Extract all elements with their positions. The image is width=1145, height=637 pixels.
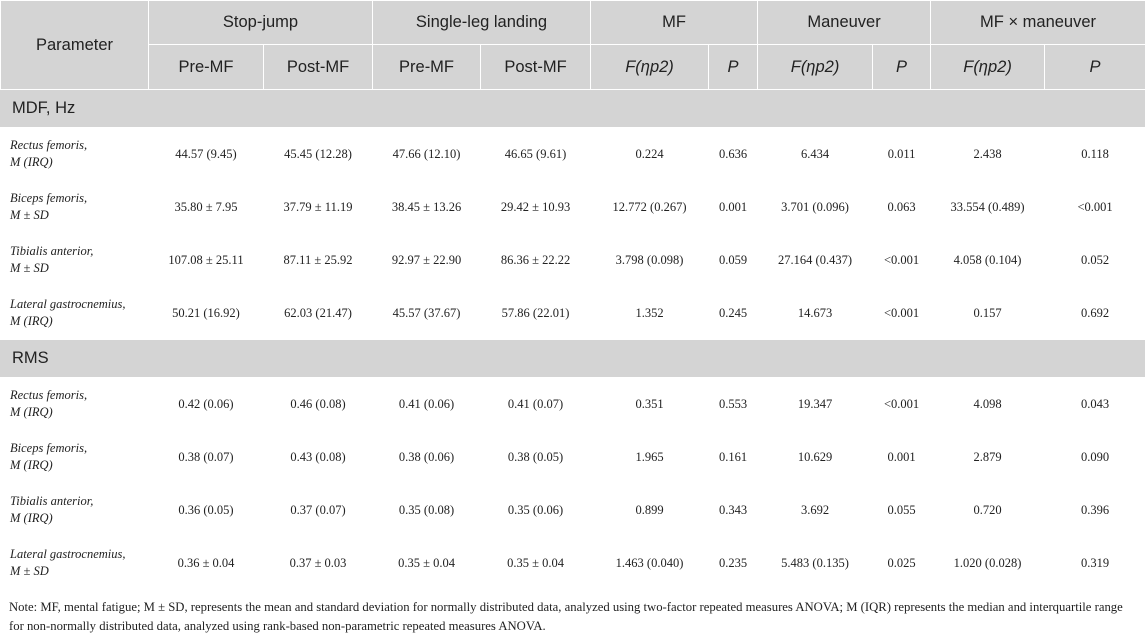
- header-pre-mf: Pre-MF: [149, 45, 264, 90]
- muscle-name: Rectus femoris,: [10, 138, 88, 152]
- table-cell: 1.965: [591, 431, 709, 484]
- table-cell: 0.37 (0.07): [264, 484, 373, 537]
- table-cell: 0.38 (0.07): [149, 431, 264, 484]
- table-cell: 107.08 ± 25.11: [149, 234, 264, 287]
- muscle-name: Biceps femoris,: [10, 191, 88, 205]
- table-cell: 0.235: [709, 537, 758, 590]
- table-cell: 35.80 ± 7.95: [149, 181, 264, 234]
- table-cell: 0.35 (0.06): [481, 484, 591, 537]
- table-cell: 0.118: [1045, 128, 1145, 181]
- table-cell: 0.396: [1045, 484, 1145, 537]
- table-cell: 5.483 (0.135): [758, 537, 873, 590]
- table-row: [1, 287, 1145, 340]
- table-cell: 0.41 (0.07): [481, 378, 591, 431]
- table-cell: 0.001: [709, 181, 758, 234]
- table-cell: 87.11 ± 25.92: [264, 234, 373, 287]
- header-post-mf: Post-MF: [481, 45, 591, 90]
- header-parameter: Parameter: [1, 1, 149, 90]
- table-cell: 10.629: [758, 431, 873, 484]
- table-cell: 44.57 (9.45): [149, 128, 264, 181]
- muscle-label: [1, 128, 149, 181]
- muscle-name: Lateral gastrocnemius,: [10, 547, 126, 561]
- table-cell: 0.063: [873, 181, 931, 234]
- section-title: RMS: [1, 340, 1145, 378]
- table-cell: 0.090: [1045, 431, 1145, 484]
- table-cell: 0.46 (0.08): [264, 378, 373, 431]
- table-cell: 4.098: [931, 378, 1045, 431]
- header-mf-x-maneuver: MF × maneuver: [931, 1, 1145, 45]
- table-cell: 0.899: [591, 484, 709, 537]
- table-cell: 0.343: [709, 484, 758, 537]
- table-cell: 0.35 ± 0.04: [373, 537, 481, 590]
- header-p: P: [1045, 45, 1145, 90]
- table-row: [1, 128, 1145, 181]
- muscle-label: [1, 287, 149, 340]
- table-cell: 0.055: [873, 484, 931, 537]
- table-cell: 29.42 ± 10.93: [481, 181, 591, 234]
- table-cell: 57.86 (22.01): [481, 287, 591, 340]
- table-cell: 1.020 (0.028): [931, 537, 1045, 590]
- table-cell: 6.434: [758, 128, 873, 181]
- table-cell: 0.351: [591, 378, 709, 431]
- muscle-label: [1, 234, 149, 287]
- muscle-name: Tibialis anterior,: [10, 244, 94, 258]
- table-row: [1, 234, 1145, 287]
- header-f-eta: F(ηp2): [758, 45, 873, 90]
- table-cell: 19.347: [758, 378, 873, 431]
- header-stop-jump: Stop-jump: [149, 1, 373, 45]
- table-row: [1, 378, 1145, 431]
- table-cell: 45.57 (37.67): [373, 287, 481, 340]
- header-p: P: [873, 45, 931, 90]
- header-f-eta: F(ηp2): [931, 45, 1045, 90]
- table-cell: 4.058 (0.104): [931, 234, 1045, 287]
- header-maneuver: Maneuver: [758, 1, 931, 45]
- table-cell: 0.157: [931, 287, 1045, 340]
- table-cell: 0.553: [709, 378, 758, 431]
- table-cell: 12.772 (0.267): [591, 181, 709, 234]
- table-cell: 3.692: [758, 484, 873, 537]
- table-cell: 0.720: [931, 484, 1045, 537]
- table-cell: 1.463 (0.040): [591, 537, 709, 590]
- table-cell: 0.245: [709, 287, 758, 340]
- table-cell: 3.701 (0.096): [758, 181, 873, 234]
- table-cell: 0.025: [873, 537, 931, 590]
- table-cell: <0.001: [873, 378, 931, 431]
- table-cell: 0.224: [591, 128, 709, 181]
- muscle-name: Biceps femoris,: [10, 441, 88, 455]
- table-cell: 86.36 ± 22.22: [481, 234, 591, 287]
- table-row: [1, 484, 1145, 537]
- table-cell: 0.052: [1045, 234, 1145, 287]
- muscle-label: [1, 431, 149, 484]
- table-cell: <0.001: [873, 234, 931, 287]
- table-cell: 0.011: [873, 128, 931, 181]
- header-p: P: [709, 45, 758, 90]
- muscle-label: [1, 537, 149, 590]
- table-cell: 0.43 (0.08): [264, 431, 373, 484]
- table-cell: 0.636: [709, 128, 758, 181]
- table-cell: 0.41 (0.06): [373, 378, 481, 431]
- header-pre-mf: Pre-MF: [373, 45, 481, 90]
- table-cell: 47.66 (12.10): [373, 128, 481, 181]
- stat-type: M ± SD: [10, 208, 49, 222]
- table-cell: 0.35 ± 0.04: [481, 537, 591, 590]
- table-cell: 33.554 (0.489): [931, 181, 1045, 234]
- stat-type: M (IRQ): [10, 314, 53, 328]
- header-mf: MF: [591, 1, 758, 45]
- table-cell: 0.38 (0.06): [373, 431, 481, 484]
- table-cell: <0.001: [1045, 181, 1145, 234]
- table-cell: 0.001: [873, 431, 931, 484]
- table-cell: 0.38 (0.05): [481, 431, 591, 484]
- stat-type: M (IRQ): [10, 155, 53, 169]
- table-cell: 45.45 (12.28): [264, 128, 373, 181]
- table-cell: 27.164 (0.437): [758, 234, 873, 287]
- table-cell: 62.03 (21.47): [264, 287, 373, 340]
- stat-type: M (IRQ): [10, 405, 53, 419]
- table-body: [1, 90, 1145, 590]
- muscle-label: [1, 378, 149, 431]
- section-title: MDF, Hz: [1, 90, 1145, 128]
- section-row: [1, 340, 1145, 378]
- table-cell: 0.36 (0.05): [149, 484, 264, 537]
- table-cell: 0.319: [1045, 537, 1145, 590]
- table-cell: 0.043: [1045, 378, 1145, 431]
- header-f-eta: F(ηp2): [591, 45, 709, 90]
- table-cell: 92.97 ± 22.90: [373, 234, 481, 287]
- stat-type: M ± SD: [10, 564, 49, 578]
- table-cell: 0.059: [709, 234, 758, 287]
- stat-type: M ± SD: [10, 261, 49, 275]
- table-row: [1, 431, 1145, 484]
- table-cell: 2.438: [931, 128, 1045, 181]
- table-cell: 38.45 ± 13.26: [373, 181, 481, 234]
- table-row: [1, 537, 1145, 590]
- muscle-name: Rectus femoris,: [10, 388, 88, 402]
- section-row: [1, 90, 1145, 128]
- table-cell: 2.879: [931, 431, 1045, 484]
- table-cell: 0.161: [709, 431, 758, 484]
- table-cell: 37.79 ± 11.19: [264, 181, 373, 234]
- table-cell: 14.673: [758, 287, 873, 340]
- table-cell: 1.352: [591, 287, 709, 340]
- table-note: Note: MF, mental fatigue; M ± SD, represents the mean and standard deviation for normally distributed data, analyzed using two-factor repeated measures ANOVA; M (IQR) represents the median and interquartile range for non-normally distributed data, analyzed using rank-based non-parametric repeated measures ANOVA.: [9, 600, 1123, 633]
- stat-type: M (IRQ): [10, 511, 53, 525]
- muscle-label: [1, 181, 149, 234]
- table-cell: 0.692: [1045, 287, 1145, 340]
- table-cell: 0.37 ± 0.03: [264, 537, 373, 590]
- table-cell: 0.36 ± 0.04: [149, 537, 264, 590]
- header-post-mf: Post-MF: [264, 45, 373, 90]
- table-cell: 50.21 (16.92): [149, 287, 264, 340]
- stat-type: M (IRQ): [10, 458, 53, 472]
- muscle-label: [1, 484, 149, 537]
- muscle-name: Tibialis anterior,: [10, 494, 94, 508]
- table-row: [1, 181, 1145, 234]
- muscle-name: Lateral gastrocnemius,: [10, 297, 126, 311]
- table-cell: <0.001: [873, 287, 931, 340]
- table-cell: 0.42 (0.06): [149, 378, 264, 431]
- header-single-leg-landing: Single-leg landing: [373, 1, 591, 45]
- table-cell: 46.65 (9.61): [481, 128, 591, 181]
- table-cell: 3.798 (0.098): [591, 234, 709, 287]
- table-cell: 0.35 (0.08): [373, 484, 481, 537]
